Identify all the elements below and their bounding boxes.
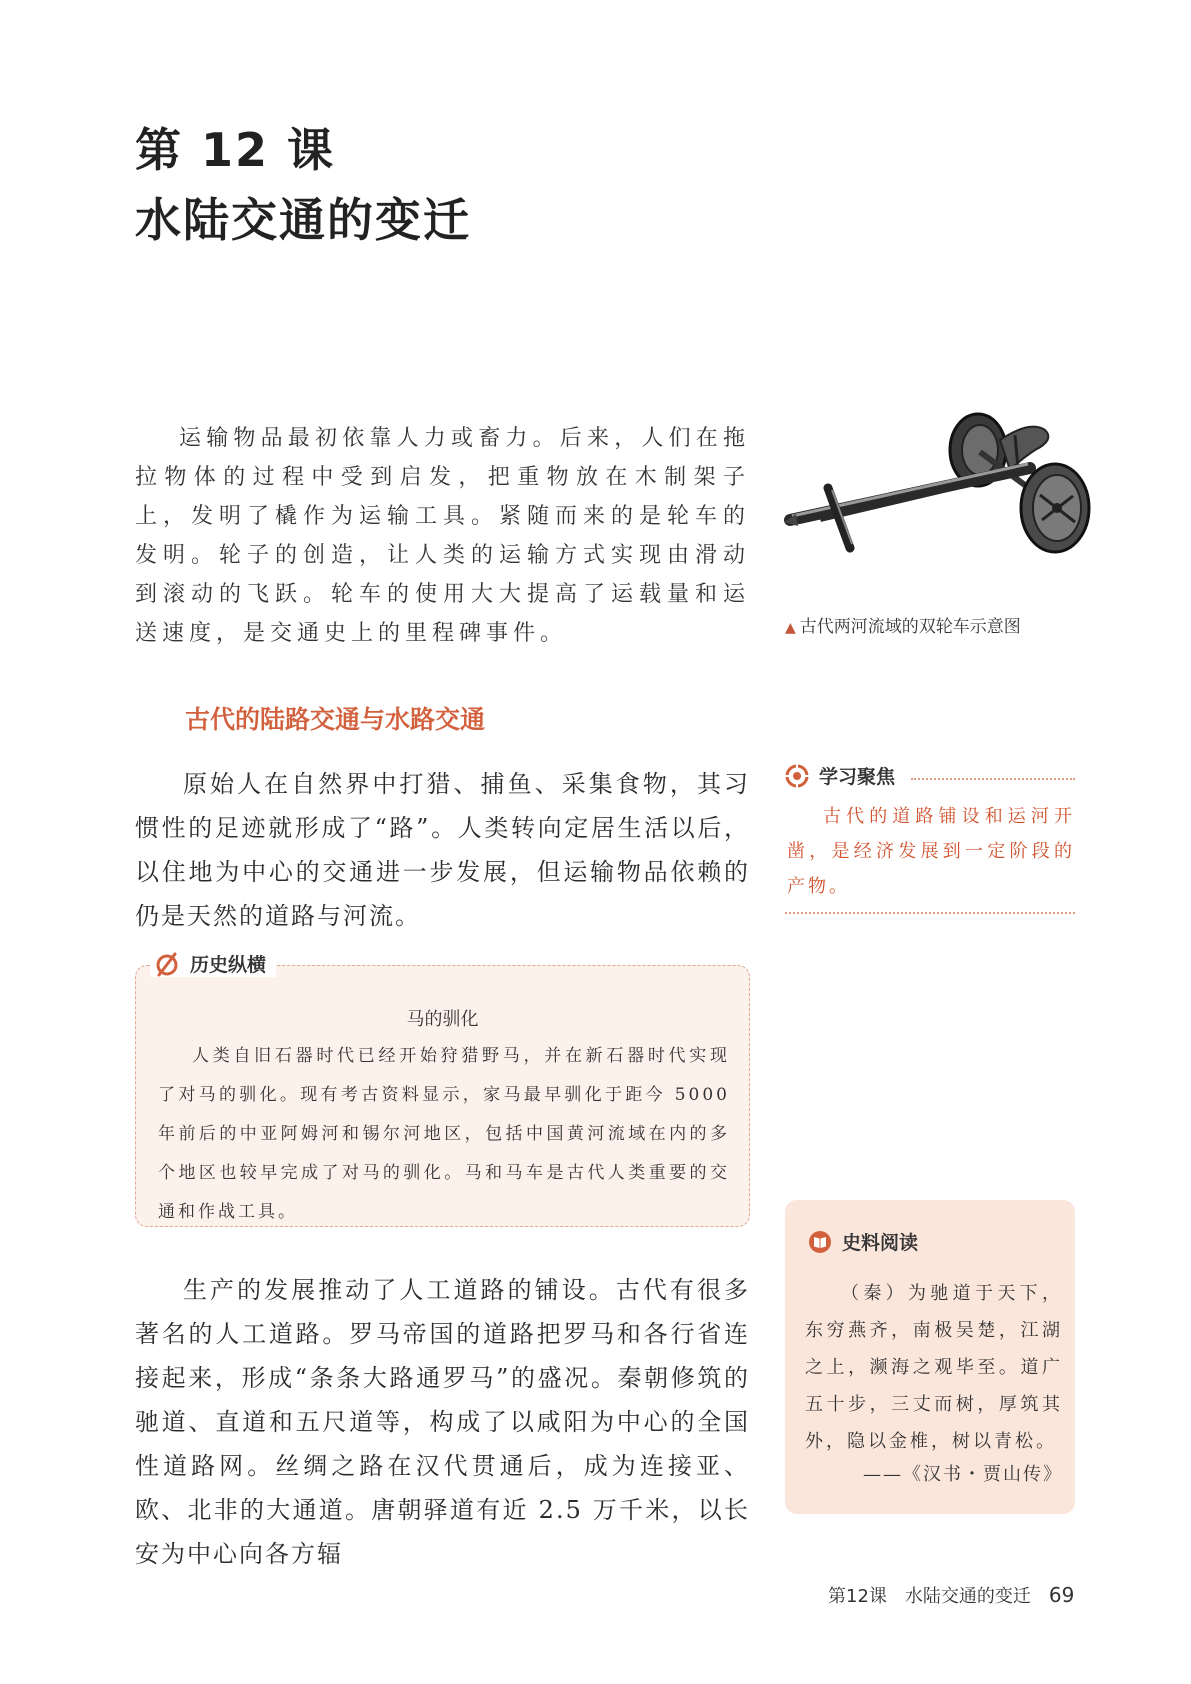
learning-focus-box bbox=[785, 762, 1075, 914]
history-subtitle: 马的驯化 bbox=[406, 1009, 479, 1030]
history-header bbox=[150, 950, 276, 977]
history-label: 历史纵横 bbox=[190, 954, 267, 976]
figure-caption bbox=[785, 612, 1021, 637]
section-heading: 古代的陆路交通与水路交通 bbox=[185, 705, 486, 734]
focus-bottom-divider bbox=[785, 912, 1075, 914]
lesson-number: 第 12 课 bbox=[135, 123, 336, 177]
two-wheeled-cart-icon bbox=[780, 410, 1100, 610]
cart-figure bbox=[780, 410, 1100, 610]
page-number: 69 bbox=[1048, 1583, 1075, 1607]
history-sigma-icon bbox=[154, 951, 180, 977]
source-attribution: ——《汉书・贾山传》 bbox=[863, 1464, 1063, 1485]
intro-paragraph: 运输物品最初依靠人力或畜力。后来，人们在拖拉物体的过程中受到启发，把重物放在木制架子上，发明了橇作为运输工具。紧随而来的是轮车的发明。轮子的创造，让人类的运输方式实现由滑动到滚动的飞跃。轮车的使用大大提高了运载量和运送速度，是交通史上的里程碑事件。 bbox=[135, 426, 750, 646]
book-icon bbox=[808, 1230, 832, 1254]
section-paragraph-2: 生产的发展推动了人工道路的铺设。古代有很多著名的人工道路。罗马帝国的道路把罗马和各行省连接起来，形成“条条大路通罗马”的盛况。秦朝修筑的驰道、直道和五尺道等，构成了以咸阳为中心的全国性道路网。丝绸之路在汉代贯通后，成为连接亚、欧、北非的大通道。唐朝驿道有近 2.5 万千米，以长安为中心向各方辐 bbox=[135, 1276, 750, 1568]
page-footer bbox=[828, 1582, 1074, 1608]
focus-header bbox=[785, 762, 1075, 789]
history-text: 人类自旧石器时代已经开始狩猎野马，并在新石器时代实现了对马的驯化。现有考古资料显示，家马最早驯化于距今 5000 年前后的中亚阿姆河和锡尔河地区，包括中国黄河流域在内的多个地区也较早完成了对马的驯化。马和马车是古代人类重要的交通和作战工具。 bbox=[158, 1046, 730, 1222]
focus-divider bbox=[911, 778, 1075, 780]
lesson-title-block bbox=[135, 115, 471, 255]
focus-text: 古代的道路铺设和运河开凿，是经济发展到一定阶段的产物。 bbox=[787, 806, 1075, 897]
focus-target-icon bbox=[785, 764, 809, 788]
caption-text: 古代两河流域的双轮车示意图 bbox=[799, 617, 1021, 637]
running-title: 第12课 水陆交通的变迁 bbox=[828, 1586, 1031, 1607]
source-header bbox=[808, 1228, 918, 1255]
caption-triangle-icon: ▲ bbox=[785, 620, 796, 636]
focus-title: 学习聚焦 bbox=[819, 766, 896, 788]
section-paragraph-1: 原始人在自然界中打猎、捕鱼、采集食物，其习惯性的足迹就形成了“路”。人类转向定居生活以后，以住地为中心的交通进一步发展，但运输物品依赖的仍是天然的道路与河流。 bbox=[135, 770, 750, 930]
lesson-title: 水陆交通的变迁 bbox=[135, 193, 471, 247]
source-text: （秦）为驰道于天下，东穷燕齐，南极吴楚，江湖之上，濒海之观毕至。道广五十步，三丈而树，厚筑其外，隐以金椎，树以青松。 bbox=[805, 1283, 1063, 1452]
source-title: 史料阅读 bbox=[842, 1232, 919, 1254]
